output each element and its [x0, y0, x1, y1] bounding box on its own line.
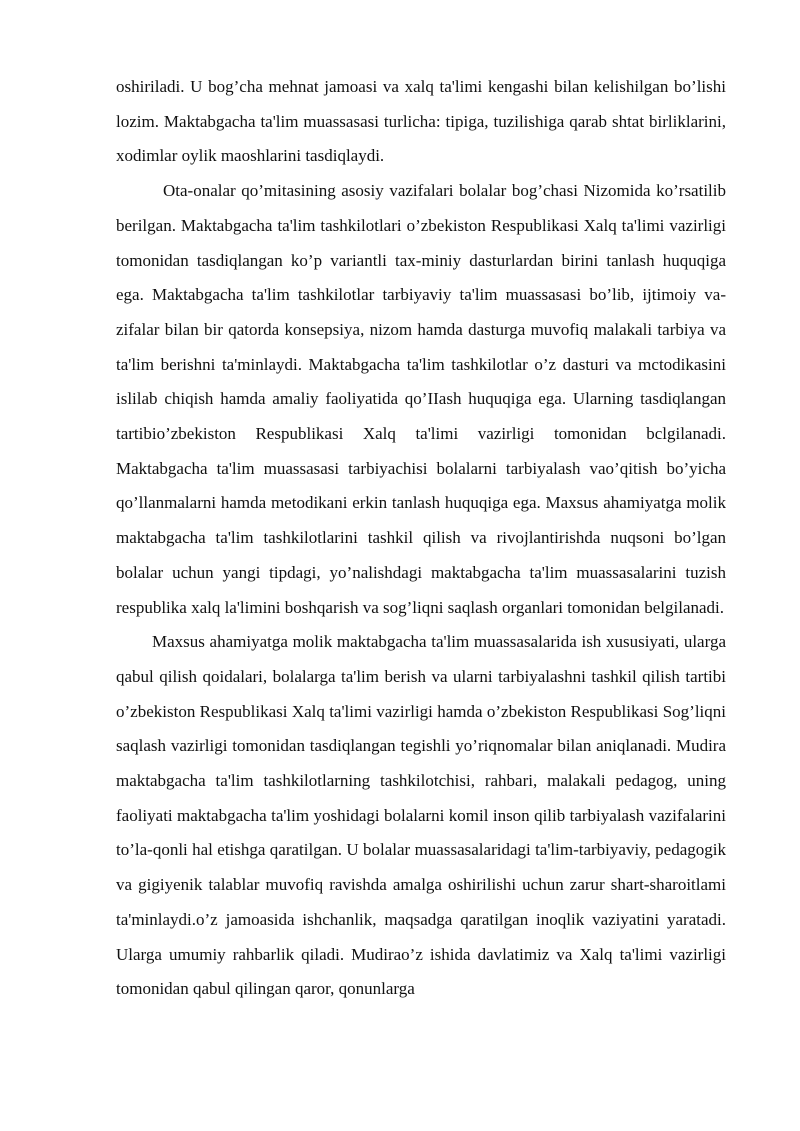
paragraph-3: Maxsus ahamiyatga molik maktabgacha ta'lim muassasalarida ish xususiyati, ularga qabul qilish qoidalari, bolalarga ta'lim berish va ularni tarbiyalashni tashkil qilish tartibi o’zbekiston Respublikasi Xalq ta'limi vazirligi hamda o’zbekiston Respublikasi Sog’liqni saqlash vazirligi tomonidan tasdiqlangan tegishli yo’riqnomalar bilan aniqlanadi. Mudira maktabgacha ta'lim tashkilotlarning tashkilotchisi, rahbari, malakali pedagog, uning faoliyati maktabgacha ta'lim yoshidagi bolalarni komil inson qilib tarbiyalash vazifalarini to’la-qonli hal etishga qaratilgan. U bolalar muassasalaridagi ta'lim-tarbiyaviy, pedagogik va gigiyenik talablar muvofiq ravishda amalga oshirilishi uchun zarur shart-sharoitlami ta'minlaydi.o’z jamoasida ishchanlik, maqsadga qaratilgan inoqlik vaziyatini yaratadi. Ularga umumiy rahbarlik qiladi. Mudirao’z ishida davlatimiz va Xalq ta'limi vazirligi tomonidan qabul qilingan qaror, qonunlarga [116, 632, 726, 999]
document-page [116, 70, 726, 1007]
paragraph-2: Ota-onalar qo’mitasining asosiy vazifalari bolalar bog’chasi Nizomida ko’rsatilib berilgan. Maktabgacha ta'lim tashkilotlari o’zbekiston Respublikasi Xalq ta'limi vazirligi tomonidan tasdiqlangan ko’p variantli tax-miniy dasturlardan birini tanlash huquqiga ega. Maktabgacha ta'lim tashkilotlar tarbiyaviy ta'lim muassasasi bo’lib, ijtimoiy va-zifalar bilan bir qatorda konsepsiya, nizom hamda dasturga muvofiq malakali tarbiya va ta'lim berishni ta'minlaydi. Maktabgacha ta'lim tashkilotlar o’z dasturi va mctodikasini islilab chiqish hamda amaliy faoliyatida qo’IIash huquqiga ega. Ularning tasdiqlangan tartibio’zbekiston Respublikasi Xalq ta'limi vazirligi tomonidan bclgilanadi. Maktabgacha ta'lim muassasasi tarbiyachisi bolalarni tarbiyalash vao’qitish bo’yicha qo’llanmalarni hamda metodikani erkin tanlash huquqiga ega. Maxsus ahamiyatga molik maktabgacha ta'lim tashkilotlarini tashkil qilish va rivojlantirishda nuqsoni bo’lgan bolalar uchun yangi tipdagi, yo’nalishdagi maktabgacha ta'lim muassasalarini tuzish respublika xalq la'limini boshqarish va sog’liqni saqlash organlari tomonidan belgilanadi. [116, 181, 726, 617]
paragraph-1: oshiriladi. U bog’cha mehnat jamoasi va xalq ta'limi kengashi bilan kelishilgan bo’lishi lozim. Maktabgacha ta'lim muassasasi turlicha: tipiga, tuzilishiga qarab shtat birliklarini, xodimlar oylik maoshlarini tasdiqlaydi. [116, 77, 726, 166]
